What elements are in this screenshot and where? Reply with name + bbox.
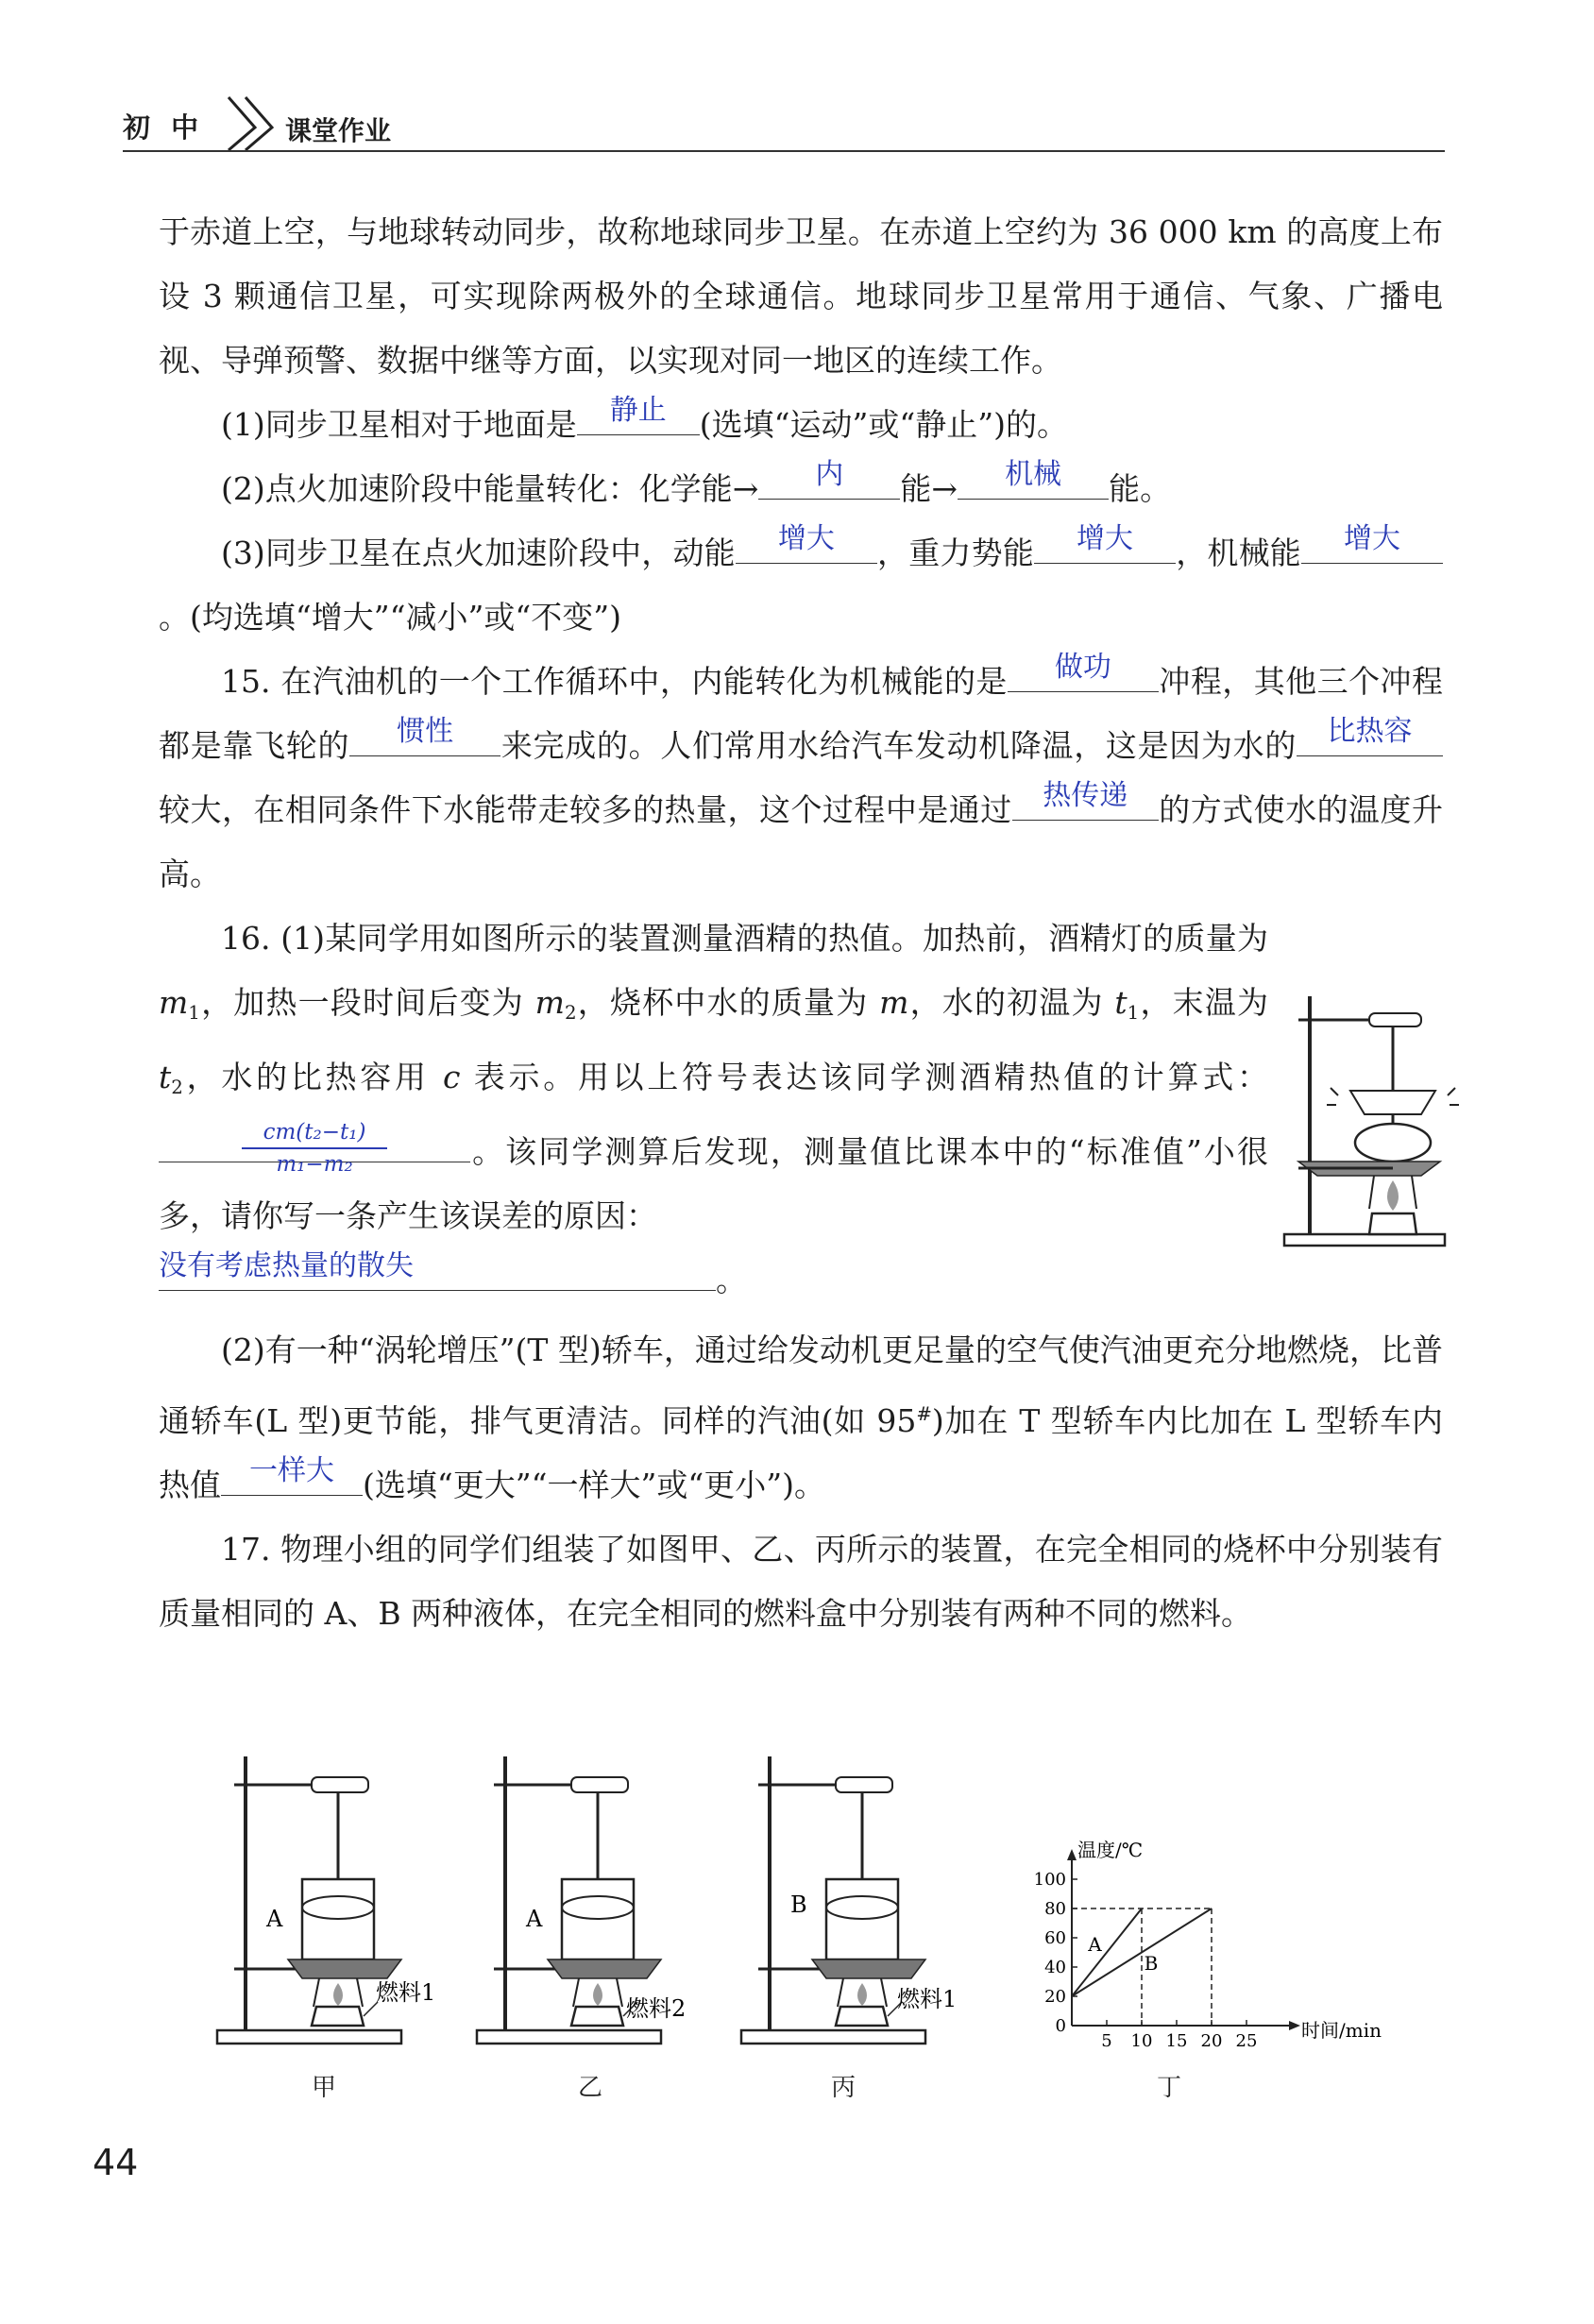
answer-text: 做功 xyxy=(1054,651,1111,684)
figure-bing-caption: 丙 xyxy=(831,2074,856,2102)
y-tick-label: 80 xyxy=(1044,1899,1066,1919)
q16-1-text-e: ，末温为 xyxy=(1139,984,1268,1021)
x-axis-label: 时间/min xyxy=(1301,2019,1382,2042)
fraction-bar xyxy=(242,1147,387,1149)
alcohol-lamp-apparatus-figure xyxy=(1280,987,1450,1251)
question-16-2 xyxy=(159,1318,1443,1518)
q14-3-text-d: 。(均选填“增大”“减小”或“不变”) xyxy=(159,599,621,636)
answer-text: 没有考虑热量的散失 xyxy=(159,1248,414,1282)
question-14-2 xyxy=(159,457,1443,521)
q16-1-text-b: ，加热一段时间后变为 xyxy=(199,984,535,1021)
q16-1-text-d: ，水的初温为 xyxy=(908,984,1115,1021)
x-tick-label: 20 xyxy=(1200,2031,1223,2051)
symbol-t2: $t_2$ xyxy=(159,1058,183,1098)
q16-1-text-h: 。该同学测算后发现，测量值比课本中的“标准值”小很多，请你写一条产生该误差的原因： xyxy=(159,1132,1268,1234)
answer-text: 增大 xyxy=(777,522,835,555)
q16-2-text-a: (2)有一种“涡轮增压”(T 型)轿车，通过给发动机更足量的空气使汽油更充分地燃烧，比普通轿车(L 型)更节能，排气更清洁。同样的汽油(如 95 xyxy=(159,1331,1443,1439)
y-axis-label: 温度/℃ xyxy=(1077,1839,1144,1861)
answer-blank[interactable] xyxy=(1012,780,1159,821)
q16-2-sup: # xyxy=(916,1402,932,1425)
formula-blank[interactable] xyxy=(159,1120,470,1177)
header-level: 初 中 xyxy=(123,111,205,144)
question-17: 17. 物理小组的同学们组装了如图甲、乙、丙所示的装置，在完全相同的烧杯中分别装有质量相同的 A、B 两种液体，在完全相同的燃料盒中分别装有两种不同的燃料。 xyxy=(159,1530,1443,1632)
y-tick-label: 0 xyxy=(1055,2016,1066,2036)
answer-blank[interactable] xyxy=(1297,716,1443,756)
answer-blank[interactable] xyxy=(1008,652,1159,692)
q16-1-text-c: ，烧杯中水的质量为 xyxy=(576,984,880,1021)
y-tick-label: 20 xyxy=(1044,1987,1066,2007)
fuel-label: 燃料2 xyxy=(626,1995,687,2022)
q15-text-a: 15. 在汽油机的一个工作循环中，内能转化为机械能的是 xyxy=(221,663,1008,700)
answer-blank[interactable] xyxy=(349,716,500,756)
answer-blank[interactable] xyxy=(758,459,900,500)
answer-blank[interactable] xyxy=(159,1250,716,1291)
symbol-t1: $t_1$ xyxy=(1114,984,1140,1024)
answer-text: 一样大 xyxy=(249,1453,334,1487)
page-content xyxy=(159,200,1443,1646)
answer-formula xyxy=(159,1120,470,1177)
temperature-time-chart xyxy=(1020,1832,1382,2059)
answer-text: 热传递 xyxy=(1043,779,1128,812)
answer-blank[interactable] xyxy=(1301,523,1443,564)
y-tick-label: 40 xyxy=(1044,1958,1066,1977)
y-tick-label: 60 xyxy=(1044,1928,1066,1948)
q14-3-text-a: (3)同步卫星在点火加速阶段中，动能 xyxy=(221,534,736,571)
figure-yi-apparatus xyxy=(467,1747,685,2068)
answer-text: 静止 xyxy=(609,394,667,427)
q14-2-text-a: (2)点火加速阶段中能量转化：化学能→ xyxy=(221,470,759,507)
answer-blank[interactable] xyxy=(221,1455,363,1496)
answer-blank[interactable] xyxy=(736,523,877,564)
liquid-label: A xyxy=(266,1906,283,1932)
header-rule xyxy=(123,150,1445,152)
answer-text: 惯性 xyxy=(397,715,454,748)
q16-1-text-a: 16. (1)某同学用如图所示的装置测量酒精的热值。加热前，酒精灯的质量为 xyxy=(221,920,1268,957)
q16-2-text-c: (选填“更大”“一样大”或“更小”)。 xyxy=(363,1466,825,1503)
question-14-3 xyxy=(159,521,1443,650)
q14-1-text-a: (1)同步卫星相对于地面是 xyxy=(221,406,577,443)
y-axis-arrow xyxy=(1067,1849,1077,1860)
symbol-m: m xyxy=(879,984,909,1021)
answer-blank[interactable] xyxy=(958,459,1109,500)
q16-1-text-g: 表示。用以上符号表达该同学测酒精热值的计算式： xyxy=(460,1058,1268,1095)
figure-yi-caption: 乙 xyxy=(578,2074,603,2102)
q14-3-text-b: ，重力势能 xyxy=(876,534,1035,571)
answer-text: 增大 xyxy=(1344,522,1401,555)
intro-paragraph: 于赤道上空，与地球转动同步，故称地球同步卫星。在赤道上空约为 36 000 km 的高度上布设 3 颗通信卫星，可实现除两极外的全球通信。地球同步卫星常用于通信、气象、广播电视、导弹预警、数据中继等方面，以实现对同一地区的连续工作。 xyxy=(159,213,1443,379)
answer-text: 内 xyxy=(815,458,844,491)
series-label-B: B xyxy=(1144,1952,1159,1976)
x-tick-label: 15 xyxy=(1165,2031,1188,2051)
q14-3-text-c: ，机械能 xyxy=(1176,534,1302,571)
answer-text: 机械 xyxy=(1005,458,1062,491)
formula-numerator: cm(t₂−t₁) xyxy=(263,1120,366,1145)
q16-1-text-i: 。 xyxy=(716,1261,747,1298)
q16-1-text-f: ，水的比热容用 xyxy=(182,1058,444,1095)
answer-text: 比热容 xyxy=(1327,715,1413,748)
answer-blank[interactable] xyxy=(1034,523,1176,564)
x-tick-label: 25 xyxy=(1235,2031,1258,2051)
q15-text-b: 冲程，其他三个冲程都是靠飞轮的 xyxy=(159,663,1444,764)
series-line-A xyxy=(1072,1908,1142,1996)
q14-2-text-b: 能→ xyxy=(900,470,958,507)
header-title: 课堂作业 xyxy=(285,115,392,146)
symbol-m2: $m_2$ xyxy=(534,984,577,1024)
q15-text-e: 的方式使水的温度升高。 xyxy=(159,791,1444,892)
fuel-label: 燃料1 xyxy=(897,1986,958,2012)
question-14-1 xyxy=(159,393,1443,457)
figure-jia-apparatus xyxy=(208,1747,436,2068)
liquid-label: A xyxy=(526,1906,543,1932)
question-16-1 xyxy=(159,907,1268,1248)
answer-blank[interactable] xyxy=(577,395,700,435)
answer-text: 增大 xyxy=(1077,522,1134,555)
x-tick-label: 5 xyxy=(1101,2031,1112,2051)
fuel-label: 燃料1 xyxy=(376,1979,436,2006)
q15-text-c: 来完成的。人们常用水给汽车发动机降温，这是因为水的 xyxy=(500,727,1297,764)
q15-text-d: 较大，在相同条件下水能带走较多的热量，这个过程中是通过 xyxy=(159,791,1012,828)
x-tick-label: 10 xyxy=(1130,2031,1153,2051)
liquid-label: B xyxy=(790,1891,807,1918)
q16-2-text-b: )加在 T 型轿车内比加在 L 型轿车内热值 xyxy=(159,1401,1443,1503)
symbol-c: c xyxy=(443,1058,461,1095)
y-tick-label: 100 xyxy=(1033,1870,1066,1890)
figure-ding-caption: 丁 xyxy=(1157,2074,1182,2102)
question-16-1-answer-line xyxy=(159,1248,1443,1313)
formula-denominator: m₁−m₂ xyxy=(276,1151,353,1177)
page-header xyxy=(123,90,1445,156)
chevron-icon xyxy=(221,95,287,146)
symbol-m1: $m_1$ xyxy=(159,984,200,1024)
question-15 xyxy=(159,650,1443,907)
x-axis-arrow xyxy=(1289,2021,1300,2030)
page-number: 44 xyxy=(93,2142,139,2183)
q14-1-text-b: (选填“运动”或“静止”)的。 xyxy=(699,406,1068,443)
series-label-A: A xyxy=(1088,1933,1102,1957)
q14-2-text-c: 能。 xyxy=(1109,470,1172,507)
figure-bing-apparatus xyxy=(732,1747,977,2068)
figure-jia-caption: 甲 xyxy=(312,2074,337,2102)
